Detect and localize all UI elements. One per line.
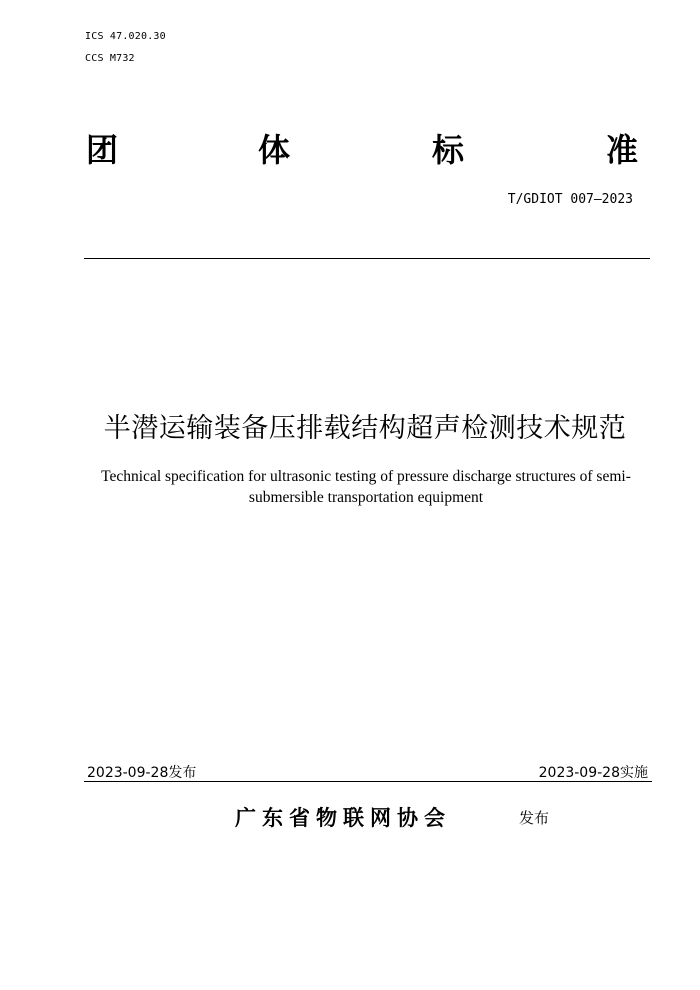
bottom-divider	[84, 781, 652, 782]
top-divider	[84, 258, 650, 259]
ccs-code: CCS M732	[85, 53, 135, 64]
standard-type-char-4: 准	[606, 131, 639, 169]
title-english: Technical specification for ultrasonic testing of pressure discharge structures of semi-submersible transportation equipment	[101, 468, 631, 506]
implementation-date: 2023-09-28实施	[538, 765, 648, 781]
standard-type-char-1: 团	[86, 131, 119, 169]
standard-type-char-3: 标	[432, 131, 465, 169]
publisher-organization: 广东省物联网协会	[235, 806, 451, 830]
publish-date: 2023-09-28发布	[87, 765, 197, 781]
title-chinese: 半潜运输装备压排载结构超声检测技术规范	[103, 413, 627, 444]
standard-number: T/GDIOT 007—2023	[507, 192, 633, 207]
publish-label: 发布	[519, 809, 550, 827]
standard-type-char-2: 体	[258, 131, 291, 169]
ics-code: ICS 47.020.30	[85, 31, 166, 42]
